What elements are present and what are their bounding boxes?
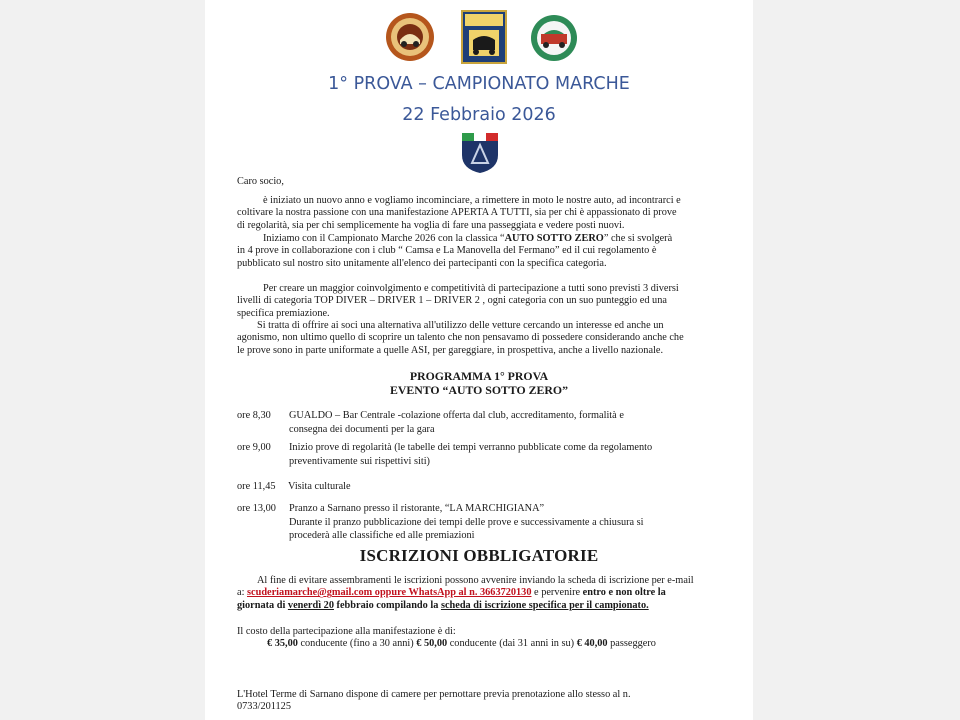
paragraph-intro <box>237 195 723 232</box>
paragraph-line: specifica premiazione. <box>237 307 330 319</box>
camsa-club-icon <box>385 12 435 62</box>
paragraph-line: coltivare la nostra passione con una manifestazione APERTA A TUTTI, sia per chi è appassionato di prove <box>237 207 677 219</box>
hotel-note <box>237 689 723 714</box>
price-label: passeggero <box>607 638 656 650</box>
paragraph-line <box>237 233 723 245</box>
paragraph-line: Al fine di evitare assembramenti le iscrizioni possono avvenire inviando la scheda di iscrizione per e-mail <box>257 575 694 586</box>
paragraph-line: livelli di categoria TOP DIVER – DRIVER 1 – DRIVER 2 , ogni categoria con un suo punteggio ed una <box>237 295 667 307</box>
paragraph-line: Si tratta di offrire ai soci una alternativa all'utilizzo delle vetture cercando un interesse ed anche un <box>257 320 664 331</box>
paragraph-line: le prove sono in parte uniformate a quelle ASI, per gareggiare, in prospettiva, anche a livello nazionale. <box>237 344 664 356</box>
event-name-bold: AUTO SOTTO ZERO <box>504 233 604 244</box>
hotel-phone: 0733/201125 <box>237 701 291 713</box>
programme-line: GUALDO – Bar Centrale -colazione offerta dal club, accreditamento, formalità e <box>289 410 624 421</box>
registrations-paragraph <box>237 575 723 612</box>
text-span: Iniziamo con il Campionato Marche 2026 con la classica “ <box>263 233 505 244</box>
programme-subheading: EVENTO “AUTO SOTTO ZERO” <box>390 383 568 397</box>
letter-page <box>205 0 753 720</box>
paragraph-alternative <box>237 320 723 357</box>
programme-time: ore 8,30 <box>237 410 271 421</box>
paragraph-categories <box>237 283 723 320</box>
contact-email-link[interactable]: scuderiamarche@gmail.com oppure WhatsApp al n. 3663720130 <box>247 587 532 599</box>
salutation-text: Caro socio, <box>237 176 284 187</box>
programme-line: procederà alle classifiche ed alle premiazioni <box>289 530 475 541</box>
la-manovella-del-fermano-icon <box>530 14 578 62</box>
programme-line: consegna dei documenti per la gara <box>289 423 435 435</box>
paragraph-line: agonismo, non ultimo quello di scoprire un talento che non pensavamo di possedere considerando anche che <box>237 332 684 344</box>
deadline-bold: entro e non oltre la <box>582 587 666 599</box>
programme-line: Pranzo a Sarnano presso il ristorante, “LA MARCHIGIANA” <box>289 503 545 514</box>
programme-heading: PROGRAMMA 1° PROVA <box>409 369 549 383</box>
event-date: 22 Febbraio 2026 <box>402 105 556 125</box>
price-label: conducente (dai 31 anni in su) <box>447 638 577 650</box>
programme-line: Inizio prove di regolarità (le tabelle dei tempi verranno pubblicate come da regolamento <box>289 442 653 453</box>
paragraph-line <box>237 587 723 599</box>
text-span: a: <box>237 587 248 599</box>
price-label: conducente (fino a 30 anni) <box>297 638 417 650</box>
cost-intro: Il costo della partecipazione alla manifestazione è di: <box>237 626 456 637</box>
paragraph-line <box>237 600 723 612</box>
programme-time: ore 11,45 <box>237 481 276 492</box>
asi-shield-icon <box>460 131 500 175</box>
cost-section <box>237 626 723 651</box>
paragraph-line: è iniziato un nuovo anno e vogliamo incominciare, a rimettere in moto le nostre auto, ad incontrarci e <box>263 195 681 206</box>
paragraph-line: L'Hotel Terme di Sarnano dispone di camere per pernottare previa prenotazione allo stesso al n. <box>237 689 631 700</box>
text-span: ” che si svolgerà <box>603 233 673 244</box>
price-value: € 35,00 <box>267 638 298 650</box>
registration-form-reference: scheda di iscrizione specifica per il campionato. <box>440 599 649 611</box>
event-title: 1° PROVA – CAMPIONATO MARCHE <box>328 74 630 94</box>
salutation <box>237 176 723 188</box>
deadline-bold: giornata di <box>237 599 288 611</box>
price-list <box>237 638 723 650</box>
scuderia-marche-icon <box>461 10 507 64</box>
programme-line: preventivamente sui rispettivi siti) <box>289 455 430 467</box>
text-span: e pervenire <box>531 587 583 599</box>
programme-time: ore 9,00 <box>237 442 271 453</box>
price-value: € 40,00 <box>576 638 608 650</box>
programme-time: ore 13,00 <box>237 503 276 514</box>
paragraph-championship <box>237 233 723 270</box>
programme-line: Durante il pranzo pubblicazione dei tempi delle prove e successivamente a chiusura si <box>289 516 644 528</box>
paragraph-line: pubblicato sul nostro sito unitamente all'elenco dei partecipanti con la specifica categoria. <box>237 257 607 269</box>
deadline-date: venerdì 20 <box>287 599 334 611</box>
paragraph-line: in 4 prove in collaborazione con i club “ Camsa e La Manovella del Fermano” ed il cui regolamento è <box>237 245 657 257</box>
programme-line: Visita culturale <box>288 481 351 492</box>
paragraph-line: di regolarità, sia per chi semplicemente ha voglia di fare una passeggiata e vedere posti nuovi. <box>237 219 625 231</box>
registrations-heading: ISCRIZIONI OBBLIGATORIE <box>359 546 599 565</box>
deadline-bold: febbraio compilando la <box>333 599 441 611</box>
price-value: € 50,00 <box>416 638 448 650</box>
paragraph-line: Per creare un maggior coinvolgimento e competitività di partecipazione a tutti sono previsti 3 diversi <box>263 283 679 294</box>
